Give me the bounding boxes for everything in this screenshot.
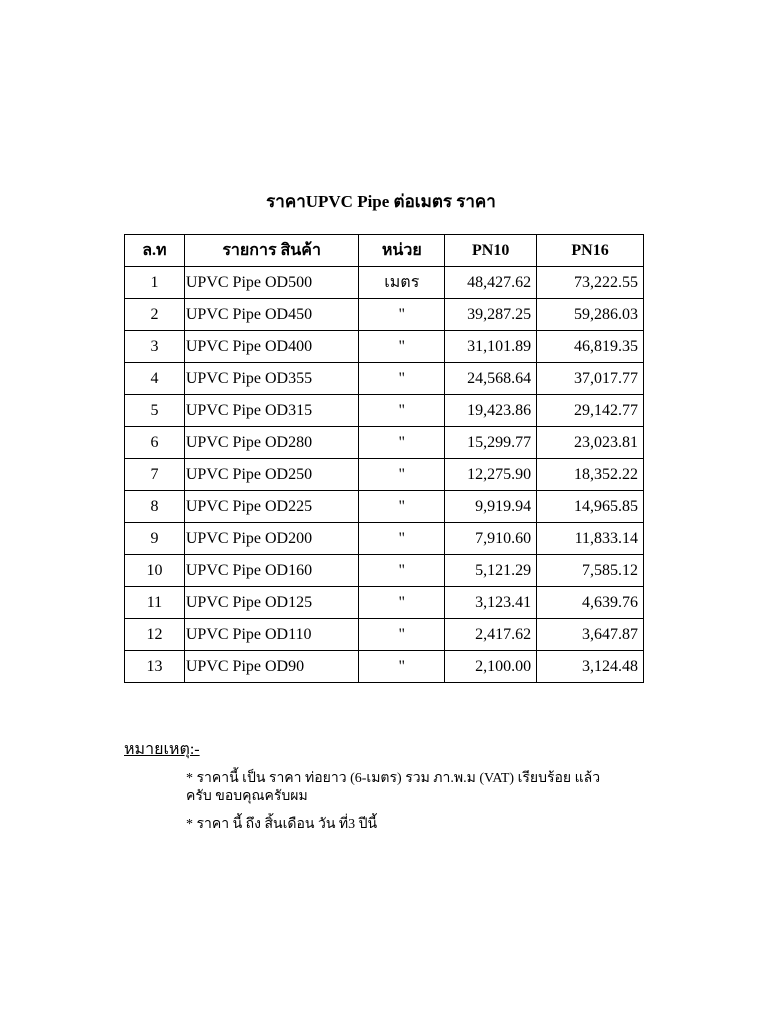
table-header-row [125,235,644,267]
item-name: UPVC Pipe OD125 [184,587,359,619]
unit-cell: " [359,523,445,555]
column-header-pn16: PN16 [537,235,644,267]
pn10-price: 12,275.90 [445,459,537,491]
pn16-price: 3,647.87 [537,619,644,651]
table-row [125,267,644,299]
pn16-price: 14,965.85 [537,491,644,523]
row-number: 6 [125,427,185,459]
unit-cell: " [359,363,445,395]
table-row [125,363,644,395]
unit-cell: " [359,619,445,651]
row-number: 13 [125,651,185,683]
item-name: UPVC Pipe OD90 [184,651,359,683]
pn10-price: 15,299.77 [445,427,537,459]
column-header-unit: หน่วย [359,235,445,267]
pn10-price: 48,427.62 [445,267,537,299]
pn10-price: 5,121.29 [445,555,537,587]
pn16-price: 3,124.48 [537,651,644,683]
table-row [125,587,644,619]
pn10-price: 9,919.94 [445,491,537,523]
document-title: ราคาUPVC Pipe ต่อเมตร ราคา [266,192,496,211]
pn16-price: 29,142.77 [537,395,644,427]
pn10-price: 2,100.00 [445,651,537,683]
unit-cell: " [359,395,445,427]
item-name: UPVC Pipe OD450 [184,299,359,331]
pn16-price: 37,017.77 [537,363,644,395]
item-name: UPVC Pipe OD280 [184,427,359,459]
row-number: 4 [125,363,185,395]
row-number: 8 [125,491,185,523]
table-row [125,555,644,587]
table-row [125,331,644,363]
item-name: UPVC Pipe OD400 [184,331,359,363]
table-row [125,395,644,427]
item-name: UPVC Pipe OD160 [184,555,359,587]
row-number: 1 [125,267,185,299]
pn10-price: 3,123.41 [445,587,537,619]
item-name: UPVC Pipe OD315 [184,395,359,427]
pn10-price: 19,423.86 [445,395,537,427]
column-header-pn10: PN10 [445,235,537,267]
table-row [125,491,644,523]
row-number: 3 [125,331,185,363]
item-name: UPVC Pipe OD200 [184,523,359,555]
table-row [125,459,644,491]
row-number: 12 [125,619,185,651]
unit-cell: เมตร [359,267,445,299]
row-number: 10 [125,555,185,587]
item-name: UPVC Pipe OD110 [184,619,359,651]
item-name: UPVC Pipe OD355 [184,363,359,395]
unit-cell: " [359,331,445,363]
item-name: UPVC Pipe OD500 [184,267,359,299]
pn10-price: 24,568.64 [445,363,537,395]
table-row [125,523,644,555]
pn16-price: 23,023.81 [537,427,644,459]
unit-cell: " [359,491,445,523]
unit-cell: " [359,427,445,459]
column-header-no: ล.ท [125,235,185,267]
pn10-price: 31,101.89 [445,331,537,363]
pn16-price: 46,819.35 [537,331,644,363]
note-item: * ราคานี้ เป็น ราคา ท่อยาว (6-เมตร) รวม ภา.พ.ม (VAT) เรียบร้อย แล้วครับ ขอบคุณครับผม [186,771,601,804]
unit-cell: " [359,299,445,331]
row-number: 7 [125,459,185,491]
unit-cell: " [359,459,445,491]
row-number: 11 [125,587,185,619]
pn16-price: 7,585.12 [537,555,644,587]
pn16-price: 11,833.14 [537,523,644,555]
unit-cell: " [359,651,445,683]
table-row [125,427,644,459]
item-name: UPVC Pipe OD250 [184,459,359,491]
unit-cell: " [359,587,445,619]
price-table [124,234,644,683]
row-number: 5 [125,395,185,427]
pn16-price: 59,286.03 [537,299,644,331]
unit-cell: " [359,555,445,587]
row-number: 2 [125,299,185,331]
notes-heading: หมายเหตุ:- [124,741,200,758]
note-item: * ราคา นี้ ถึง สิ้นเดือน วัน ที่3 ปีนี้ [186,817,378,832]
row-number: 9 [125,523,185,555]
pn10-price: 2,417.62 [445,619,537,651]
table-row [125,619,644,651]
pn16-price: 4,639.76 [537,587,644,619]
table-row [125,651,644,683]
item-name: UPVC Pipe OD225 [184,491,359,523]
pn16-price: 18,352.22 [537,459,644,491]
pn10-price: 7,910.60 [445,523,537,555]
column-header-item: รายการ สินค้า [184,235,359,267]
pn10-price: 39,287.25 [445,299,537,331]
table-row [125,299,644,331]
pn16-price: 73,222.55 [537,267,644,299]
